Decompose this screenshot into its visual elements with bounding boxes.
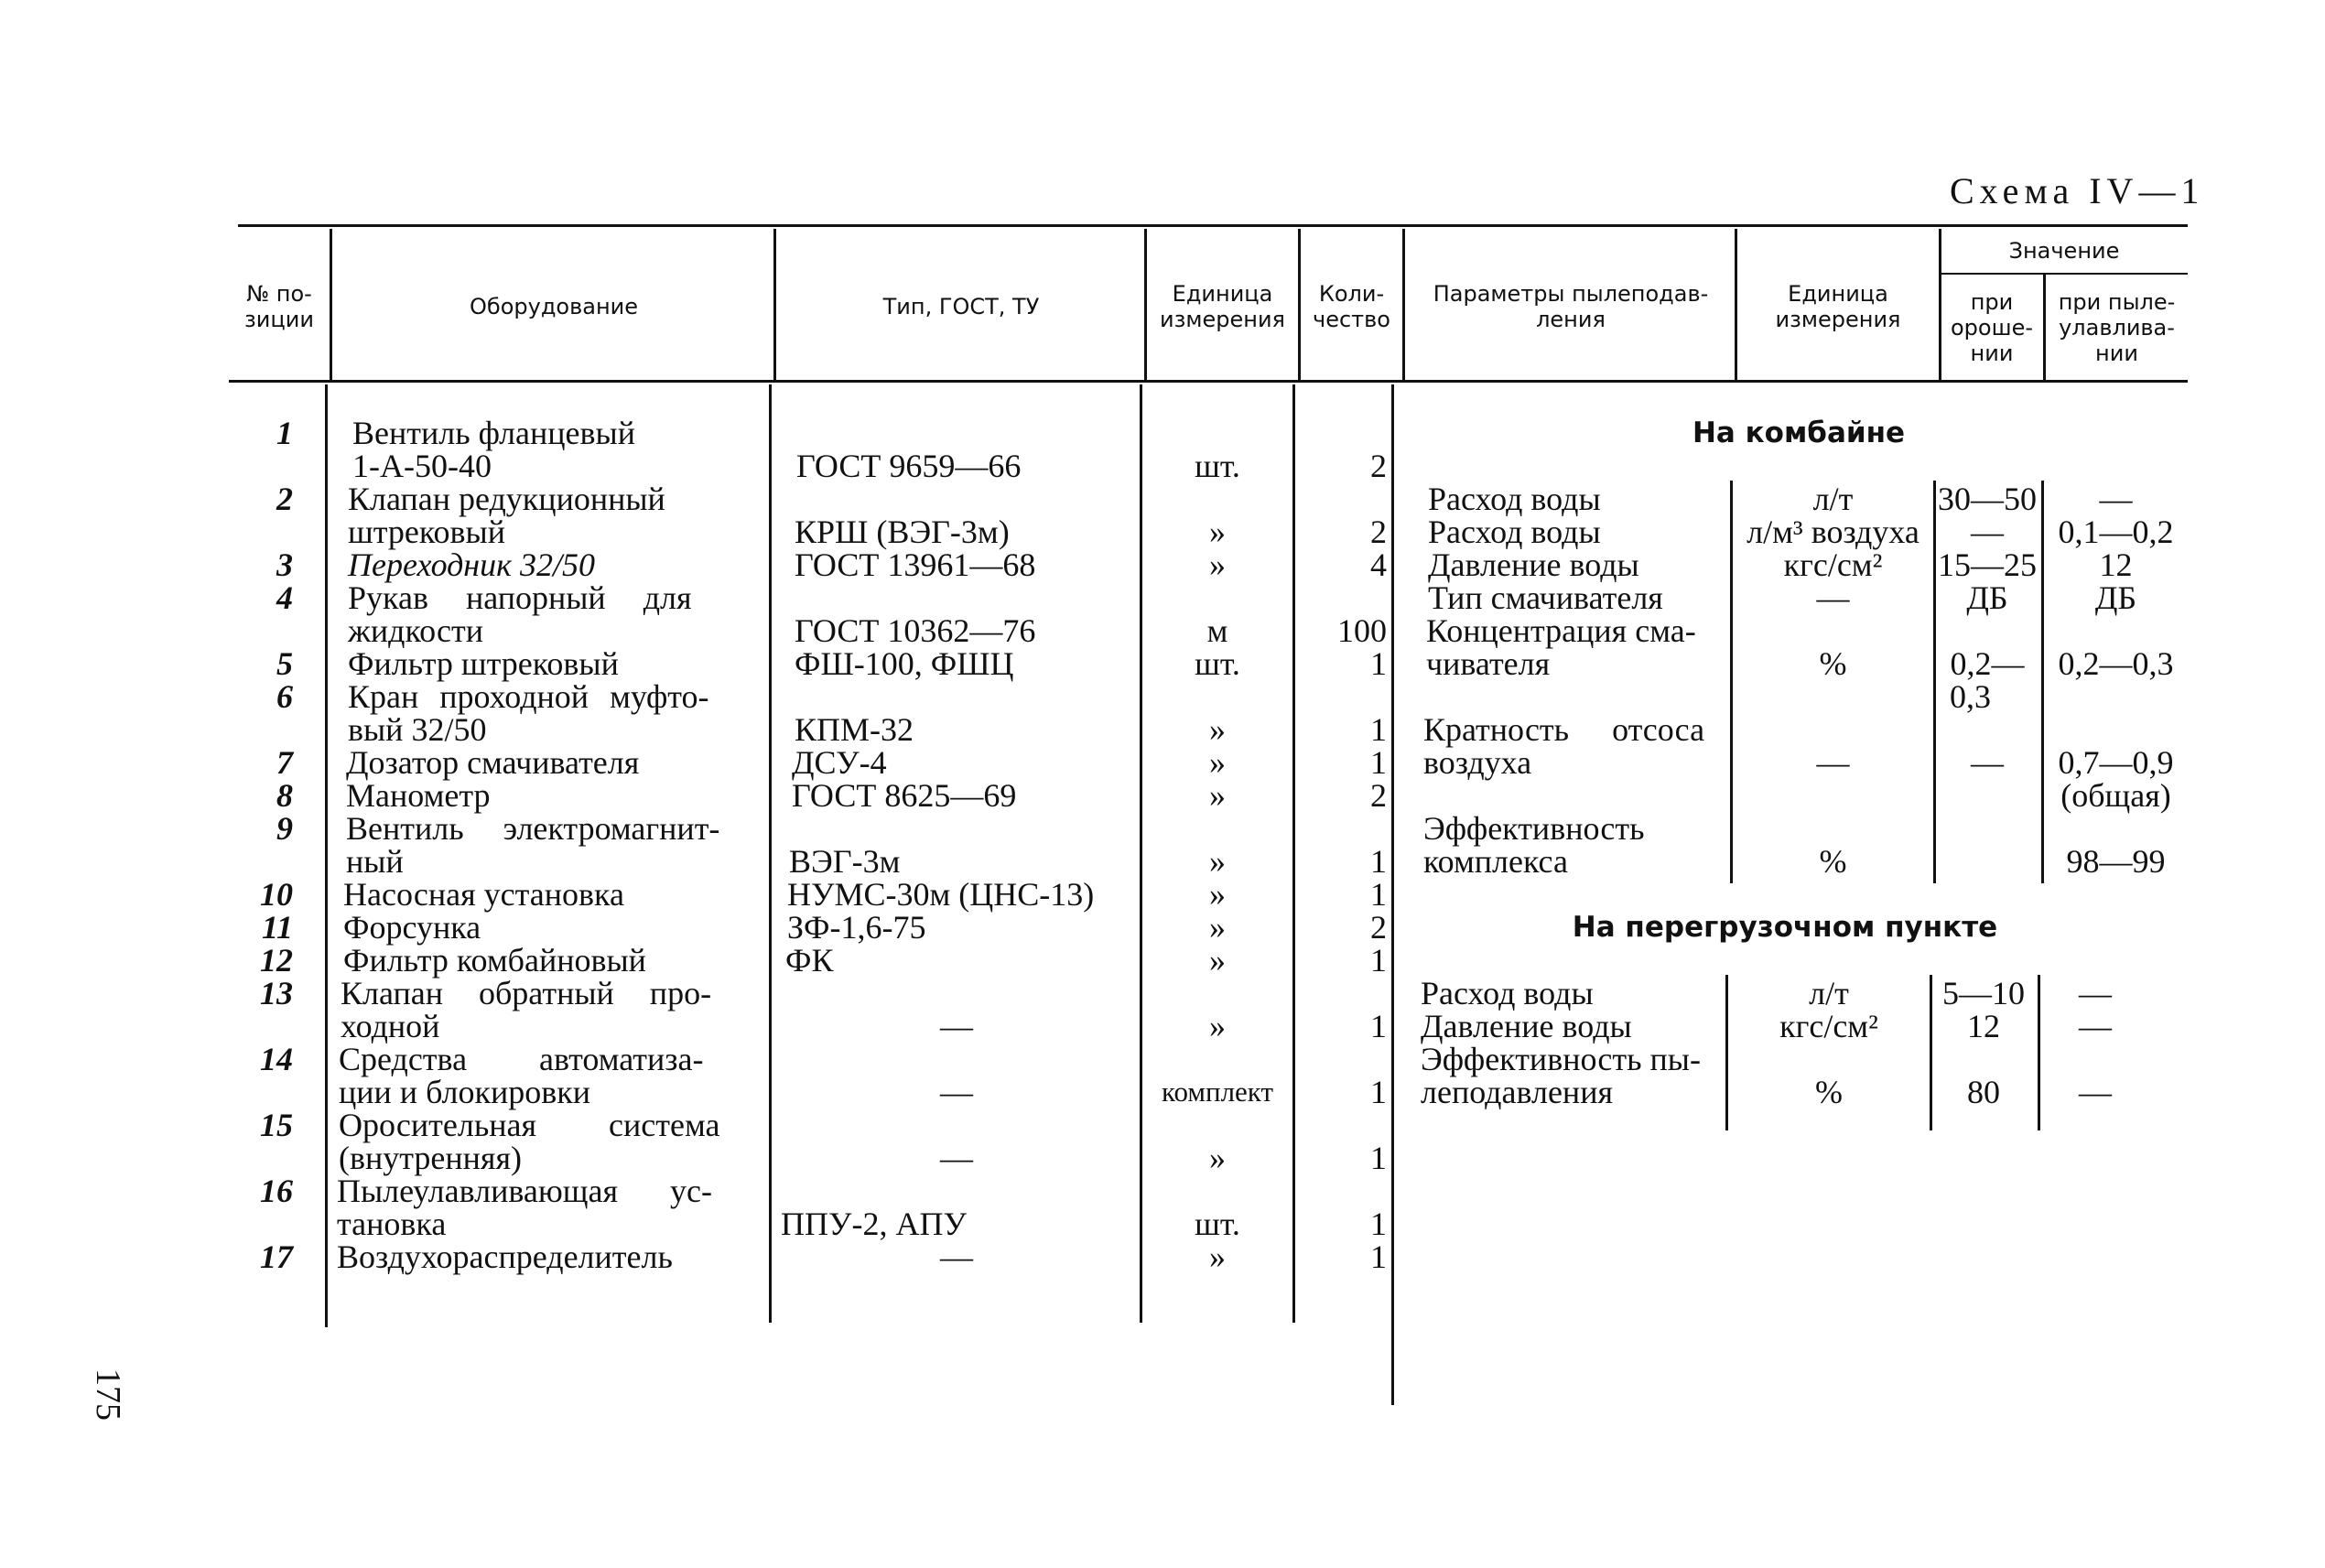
row-number: 2 xyxy=(276,481,293,517)
col-rule xyxy=(1402,229,1405,380)
equipment-unit: » xyxy=(1209,777,1226,814)
value-irrigation-cont: 0,3 xyxy=(1950,678,1991,715)
equipment-type: ФК xyxy=(785,942,834,979)
equipment-qty: 1 xyxy=(1370,876,1387,913)
header-dust-capture: при пыле- улавлива- нии xyxy=(2058,288,2176,366)
row-number: 11 xyxy=(261,909,293,946)
row-number: 13 xyxy=(260,975,293,1011)
equipment-name: Манометр xyxy=(346,777,491,814)
equipment-name: Средства автоматиза- xyxy=(339,1041,704,1077)
row-number: 9 xyxy=(276,810,293,847)
row-number: 16 xyxy=(260,1173,293,1209)
equipment-qty: 1 xyxy=(1370,645,1387,682)
equipment-unit: » xyxy=(1209,744,1226,781)
value-irrigation: 30—50 xyxy=(1938,481,2037,517)
equipment-name: Кран проходной муфто- xyxy=(348,678,709,715)
header-unit: Единица измерения xyxy=(1160,281,1285,332)
param-name-cont: чивателя xyxy=(1426,645,1551,682)
equipment-type: КПМ-32 xyxy=(795,711,914,748)
equipment-name: Оросительная система xyxy=(339,1107,720,1143)
equipment-qty: 1 xyxy=(1370,1140,1387,1176)
equipment-type: ППУ-2, АПУ xyxy=(781,1206,967,1242)
value-irrigation: 12 xyxy=(1967,1008,2000,1044)
equipment-name: Фильтр штрековый xyxy=(348,645,619,682)
param-unit: % xyxy=(1815,1074,1843,1110)
section-title-combine: На комбайне xyxy=(1692,416,1906,449)
value-dust-capture: 98—99 xyxy=(2066,843,2166,880)
equipment-name: Воздухораспределитель xyxy=(337,1238,673,1275)
equipment-name: Дозатор смачивателя xyxy=(346,744,640,781)
equipment-name-cont: ции и блокировки xyxy=(339,1074,590,1110)
value-irrigation: — xyxy=(1971,514,2004,550)
row-number: 17 xyxy=(260,1238,293,1275)
value-dust-capture: 0,7—0,9 xyxy=(2058,744,2174,781)
param-name: Концентрация сма- xyxy=(1426,612,1696,649)
equipment-name: Рукав напорный для xyxy=(348,579,692,616)
row-number: 3 xyxy=(276,546,293,583)
param-unit: — xyxy=(1816,744,1850,781)
row-number: 8 xyxy=(276,777,293,814)
scheme-title: Схема IV—1 xyxy=(1950,170,2205,211)
param-name: Кратность отсоса xyxy=(1423,711,1705,748)
value-irrigation: — xyxy=(1971,744,2004,781)
col-rule xyxy=(330,229,332,380)
equipment-qty: 2 xyxy=(1370,777,1387,814)
equipment-name-cont: (внутренняя) xyxy=(339,1140,523,1176)
param-name: Давление воды xyxy=(1421,1008,1632,1044)
header-parameter: Параметры пылеподав- ления xyxy=(1433,281,1709,332)
row-number: 4 xyxy=(276,579,293,616)
equipment-unit: шт. xyxy=(1195,448,1240,484)
value-dust-capture: 12 xyxy=(2099,546,2133,583)
value-dust-capture: — xyxy=(2079,1074,2112,1110)
equipment-type: ГОСТ 9659—66 xyxy=(796,448,1022,484)
col-rule xyxy=(1391,384,1394,1405)
header-equipment: Оборудование xyxy=(470,294,638,319)
equipment-name-cont: ный xyxy=(346,843,404,880)
param-name: Эффективность xyxy=(1423,810,1645,847)
equipment-unit: шт. xyxy=(1195,645,1240,682)
row-number: 15 xyxy=(260,1107,293,1143)
equipment-qty: 2 xyxy=(1370,514,1387,550)
param-name: Тип смачивателя xyxy=(1428,579,1663,616)
equipment-type: ГОСТ 13961—68 xyxy=(795,546,1036,583)
equipment-unit: » xyxy=(1209,942,1226,979)
equipment-qty: 1 xyxy=(1370,744,1387,781)
equipment-unit: » xyxy=(1209,711,1226,748)
equipment-unit: м xyxy=(1206,612,1228,649)
col-rule xyxy=(325,384,328,1327)
equipment-type: — xyxy=(940,1074,973,1110)
row-number: 7 xyxy=(276,744,293,781)
equipment-type: ГОСТ 10362—76 xyxy=(795,612,1036,649)
row-number: 12 xyxy=(260,942,293,979)
equipment-name-cont: вый 32/50 xyxy=(348,711,487,748)
param-unit: кгс/см² xyxy=(1779,1008,1878,1044)
value-dust-capture: 0,2—0,3 xyxy=(2058,645,2174,682)
equipment-qty: 1 xyxy=(1370,843,1387,880)
value-irrigation: 80 xyxy=(1967,1074,2000,1110)
equipment-name: Вентиль фланцевый xyxy=(352,415,635,451)
col-rule xyxy=(769,384,772,1323)
equipment-qty: 1 xyxy=(1370,1238,1387,1275)
header-irrigation: при ороше- нии xyxy=(1951,288,2033,366)
page-number: 175 xyxy=(89,1368,127,1421)
equipment-unit: шт. xyxy=(1195,1206,1240,1242)
equipment-type: — xyxy=(940,1140,973,1176)
equipment-unit: » xyxy=(1209,876,1226,913)
value-irrigation: 0,2— xyxy=(1950,645,2025,682)
param-unit: — xyxy=(1816,579,1850,616)
param-unit: л/т xyxy=(1809,975,1849,1011)
equipment-name-cont: ходной xyxy=(341,1008,440,1044)
equipment-name-text: Клапан редукционный xyxy=(348,481,665,517)
param-name: Эффективность пы- xyxy=(1421,1041,1701,1077)
header-bottom-rule-left xyxy=(229,380,1410,383)
equipment-type: НУМС-30м (ЦНС-13) xyxy=(787,876,1095,913)
equipment-unit: » xyxy=(1209,843,1226,880)
param-name: Давление воды xyxy=(1428,546,1639,583)
equipment-qty: 1 xyxy=(1370,711,1387,748)
param-unit: л/т xyxy=(1812,481,1854,517)
param-name-cont: комплекса xyxy=(1423,843,1568,880)
equipment-type: — xyxy=(940,1008,973,1044)
row-number: 14 xyxy=(260,1041,293,1077)
equipment-type: ФШ-100, ФШЦ xyxy=(795,645,1014,682)
equipment-type: ЗФ-1,6-75 xyxy=(787,909,926,946)
equipment-name xyxy=(348,482,741,515)
equipment-unit: » xyxy=(1209,1140,1226,1176)
param-name-cont: воздуха xyxy=(1423,744,1532,781)
param-unit: % xyxy=(1819,645,1847,682)
equipment-qty: 1 xyxy=(1370,942,1387,979)
equipment-unit: » xyxy=(1209,514,1226,550)
equipment-unit: » xyxy=(1209,1238,1226,1275)
value-dust-capture-cont: (общая) xyxy=(2060,777,2171,814)
col-rule xyxy=(773,229,776,380)
equipment-name: Насосная установка xyxy=(343,876,624,913)
equipment-qty: 1 xyxy=(1370,1206,1387,1242)
header-param-unit: Единица измерения xyxy=(1775,281,1901,332)
value-irrigation: ДБ xyxy=(1966,579,2008,616)
equipment-qty: 4 xyxy=(1370,546,1387,583)
row-number: 10 xyxy=(260,876,293,913)
param-unit: кгс/см² xyxy=(1783,546,1883,583)
top-rule xyxy=(238,224,2188,227)
header-type: Тип, ГОСТ, ТУ xyxy=(882,294,1040,319)
equipment-name-cont: 1-А-50-40 xyxy=(352,448,492,484)
equipment-name: Вентиль электромагнит- xyxy=(346,810,720,847)
equipment-qty: 100 xyxy=(1337,612,1387,649)
equipment-type: ВЭГ-3м xyxy=(789,843,901,880)
header-bottom-rule-right xyxy=(1410,380,2188,383)
equipment-unit: комплект xyxy=(1161,1076,1274,1108)
section-title-transfer-point: На перегрузочном пункте xyxy=(1572,911,1998,944)
param-name: Расход воды xyxy=(1421,975,1594,1011)
row-number: 6 xyxy=(276,678,293,715)
value-dust-capture: — xyxy=(2099,481,2133,517)
equipment-qty: 2 xyxy=(1370,909,1387,946)
equipment-type: КРШ (ВЭГ-3м) xyxy=(795,514,1010,550)
equipment-unit: » xyxy=(1209,1008,1226,1044)
param-name: Расход воды xyxy=(1428,514,1601,550)
value-irrigation: 15—25 xyxy=(1938,546,2037,583)
equipment-name-cont: штрековый xyxy=(348,514,505,550)
param-unit: л/м³ воздуха xyxy=(1746,514,1919,550)
value-subheader-rule xyxy=(1939,273,2188,275)
param-unit: % xyxy=(1819,843,1847,880)
equipment-type: — xyxy=(940,1238,973,1275)
equipment-name: Форсунка xyxy=(343,909,481,946)
value-dust-capture: ДБ xyxy=(2094,579,2137,616)
header-quantity: Коли- чество xyxy=(1313,281,1390,332)
param-name: Расход воды xyxy=(1428,481,1601,517)
value-dust-capture: 0,1—0,2 xyxy=(2058,514,2174,550)
equipment-name: Фильтр комбайновый xyxy=(343,942,646,979)
equipment-name-cont: тановка xyxy=(337,1206,447,1242)
equipment-name: Клапан обратный про- xyxy=(341,975,712,1011)
value-dust-capture: — xyxy=(2079,1008,2112,1044)
equipment-unit: » xyxy=(1209,546,1226,583)
equipment-qty: 1 xyxy=(1370,1074,1387,1110)
equipment-type: ДСУ-4 xyxy=(792,744,887,781)
header-value: Значение xyxy=(2008,238,2120,264)
equipment-type: ГОСТ 8625—69 xyxy=(792,777,1017,814)
row-number: 5 xyxy=(276,645,293,682)
param-name-cont: леподавления xyxy=(1421,1074,1614,1110)
equipment-unit: » xyxy=(1209,909,1226,946)
equipment-qty: 1 xyxy=(1370,1008,1387,1044)
value-dust-capture: — xyxy=(2079,975,2112,1011)
equipment-qty: 2 xyxy=(1370,448,1387,484)
equipment-name-cont: жидкости xyxy=(348,612,483,649)
equipment-name: Переходник 32/50 xyxy=(348,546,595,583)
equipment-name: Пылеулавливающая ус- xyxy=(337,1173,712,1209)
value-irrigation: 5—10 xyxy=(1942,975,2025,1011)
row-number: 1 xyxy=(276,415,293,451)
header-position: № по- зиции xyxy=(244,281,314,332)
